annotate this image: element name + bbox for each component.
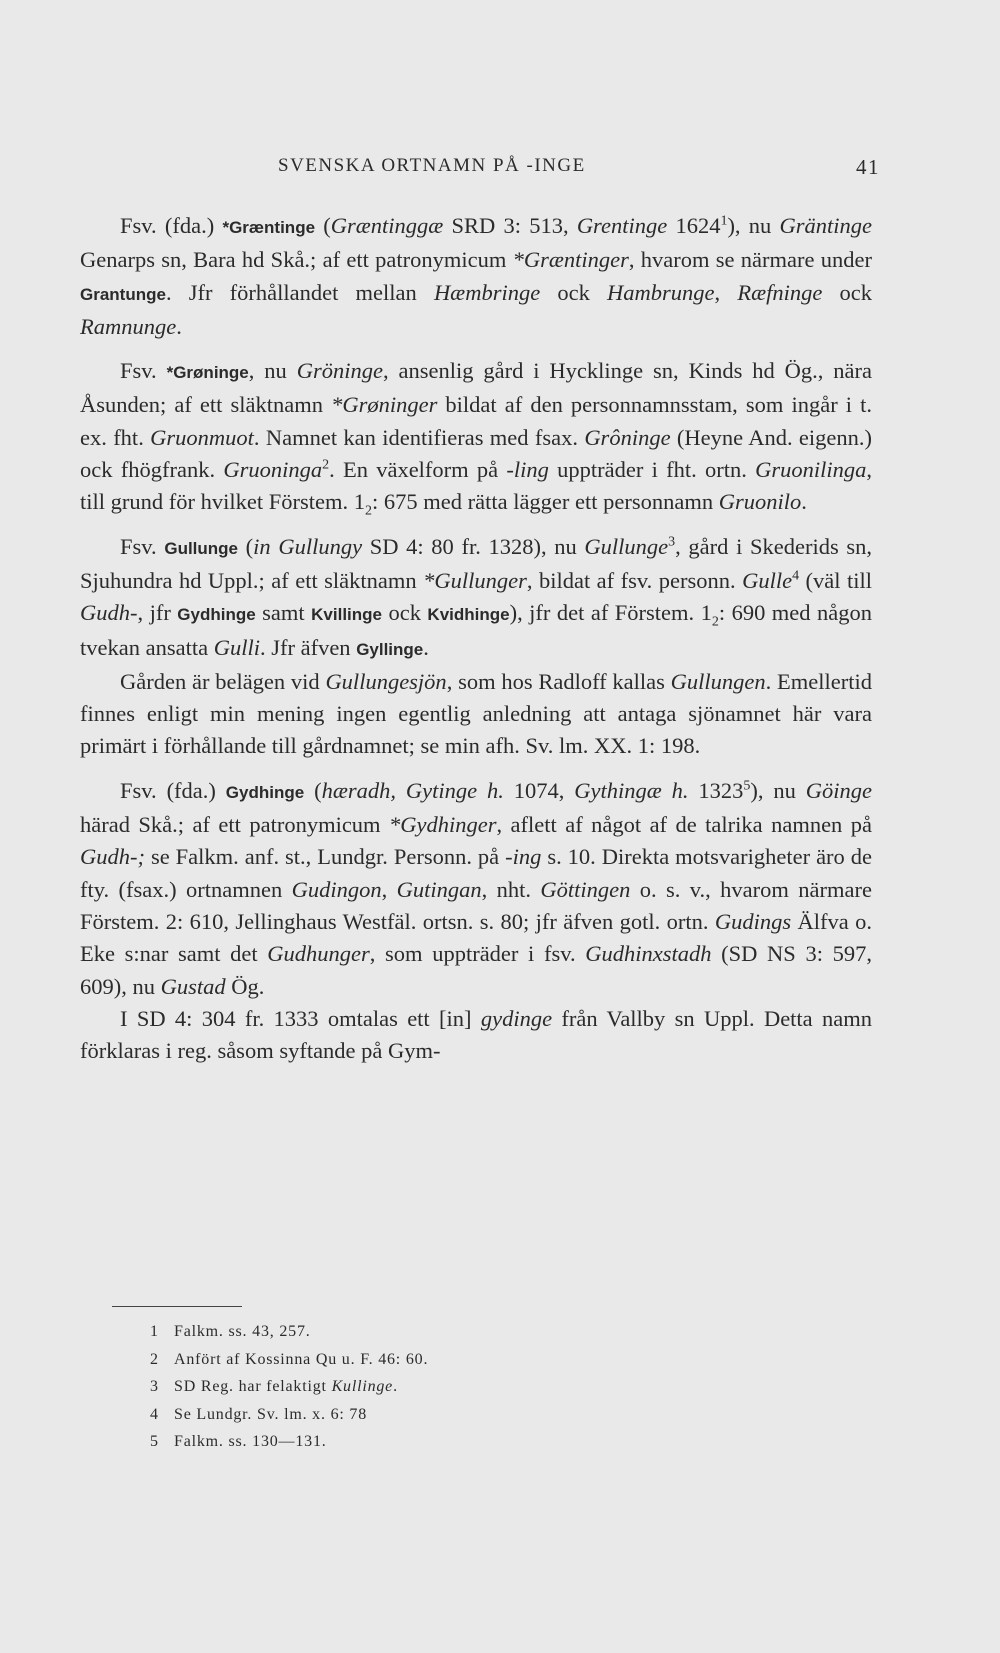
- text-run: uppträder i fht. ortn.: [548, 457, 756, 483]
- text-run: (väl till: [799, 567, 872, 593]
- footnote-text: Falkm. ss. 43, 257.: [174, 1323, 311, 1340]
- italic-text: Grentinge: [576, 213, 668, 238]
- footnote-number: 3: [150, 1378, 159, 1395]
- footnote-ref: 3: [668, 534, 676, 550]
- paragraph-gullungesjon: [80, 666, 872, 763]
- footnote: [150, 1346, 750, 1374]
- text-run: , ansenlig gård i Hycklinge sn, Kinds hd Ög., nära Åsunden; af ett släktnamn: [80, 358, 872, 418]
- text-run: : 675 med rätta lägger ett personnamn: [371, 489, 719, 515]
- entry-name: *Græntinge: [222, 218, 316, 237]
- page-number: 41: [856, 155, 880, 179]
- text-run: s. 10. Direkta motsvarigheter äro de fty. (fsax.) ortnamnen: [80, 844, 872, 902]
- text-run: , som uppträder i fsv.: [369, 941, 586, 967]
- footnote: [150, 1401, 750, 1429]
- text-run: ock: [382, 600, 428, 626]
- text-run: 1074,: [503, 777, 575, 803]
- text-run: .: [801, 489, 807, 515]
- footnote-text: Falkm. ss. 130—131.: [174, 1433, 327, 1450]
- text-run: . Jfr förhållandet mellan: [165, 279, 434, 305]
- text-run: Fsv. (fda.): [120, 777, 226, 803]
- italic-text: Grôninge: [584, 424, 671, 450]
- text-run: SD 4: 80 fr. 1328), nu: [362, 533, 585, 559]
- italic-text: Gruonilinga: [755, 457, 867, 483]
- text-run: samt: [255, 600, 312, 626]
- italic-text: Göttingen: [540, 876, 631, 902]
- text-run: ), nu: [750, 777, 806, 803]
- italic-text: Gudh-;: [80, 844, 145, 870]
- italic-text: Gullunge: [584, 533, 669, 559]
- italic-text: Gruonmuot: [150, 424, 254, 450]
- entry-graentinge: [80, 210, 872, 343]
- text-run: , jfr: [137, 600, 178, 626]
- footnote-text: SD Reg. har felaktigt: [174, 1378, 332, 1395]
- italic-text: Gudingon: [291, 876, 382, 902]
- paragraph-gydinge: [80, 1003, 872, 1068]
- text-run: Ög.: [225, 973, 265, 999]
- footnote-text-end: .: [393, 1378, 398, 1395]
- text-run: ,: [714, 279, 738, 305]
- footnote-ref: 2: [711, 614, 719, 630]
- text-run: ock: [822, 279, 872, 305]
- footnote-number: 1: [150, 1323, 159, 1340]
- italic-text: Gudhunger: [267, 941, 370, 967]
- running-title: SVENSKA ORTNAMN PÅ -INGE: [278, 155, 586, 176]
- text-run: ), nu: [727, 213, 780, 238]
- italic-text: Græntinggæ: [330, 213, 444, 238]
- entry-name: Grantunge: [80, 284, 166, 304]
- text-run: Älfva o. Eke s:nar samt det: [80, 908, 873, 967]
- text-run: I SD 4: 304 fr. 1333 omtalas ett [in]: [120, 1005, 481, 1031]
- text-run: ock: [540, 279, 608, 305]
- entry-name: Kvillinge: [311, 605, 382, 625]
- footnote-ref: 4: [792, 568, 800, 584]
- footnote-ref: 1: [720, 213, 728, 229]
- italic-text: *Gullunger: [423, 567, 527, 593]
- text-run: ,: [381, 876, 397, 902]
- italic-text: Gudh-: [80, 600, 138, 626]
- italic-text: Gutingan: [396, 876, 482, 902]
- running-header: [240, 155, 880, 185]
- italic-text: Gudhinxstadh: [585, 941, 712, 967]
- text-run: , nht.: [481, 876, 541, 902]
- text-run: , bildat af fsv. personn.: [526, 567, 743, 593]
- text-run: o. s. v., hvarom närmare Förstem. 2: 610, Jellinghaus Westfäl. ortsn. s. 80; jfr äfven gotl. ortn.: [80, 876, 872, 934]
- text-run: Fsv. (fda.): [120, 213, 223, 238]
- text-run: . Namnet kan identifieras med fsax.: [253, 424, 585, 450]
- text-run: . En växelform på: [329, 457, 507, 483]
- text-run: Fsv.: [120, 533, 165, 559]
- text-run: se Falkm. anf. st., Lundgr. Personn. på: [144, 844, 506, 870]
- text-run: (: [238, 533, 254, 559]
- footnote-ref: 5: [743, 778, 751, 794]
- italic-text: Gullungen: [670, 668, 766, 694]
- italic-text: Ramnunge: [80, 313, 177, 339]
- italic-text: Gulli: [213, 634, 260, 660]
- main-text: [80, 210, 872, 1067]
- text-run: Gården är belägen vid: [120, 668, 326, 694]
- text-run: , gård i Skederids sn, Sjuhundra hd Uppl.; af ett släktnamn: [80, 533, 872, 593]
- text-run: från Vallby sn Uppl. Detta namn förklaras i reg. såsom syftande på Gym-: [80, 1005, 872, 1064]
- italic-text: -ling: [506, 457, 549, 483]
- text-run: 1323: [688, 777, 744, 803]
- footnotes: [150, 1318, 750, 1456]
- italic-text: Gulle: [742, 567, 793, 593]
- footnote-number: 4: [150, 1405, 159, 1423]
- text-run: , hvarom se närmare under: [628, 247, 873, 273]
- footnote: [150, 1428, 750, 1456]
- text-run: , som hos Radloff kallas: [446, 668, 671, 694]
- footnote-text: Se Lundgr. Sv. lm. x. 6: 78: [174, 1405, 368, 1423]
- italic-text: Gröninge: [296, 358, 383, 384]
- text-run: härad Skå.; af ett patronymicum: [80, 812, 389, 838]
- italic-text: hæradh, Gytinge h.: [321, 777, 504, 803]
- text-run: Genarps sn, Bara hd Skå.; af ett patronymicum: [80, 247, 513, 273]
- italic-text: Gythingæ h.: [574, 777, 689, 803]
- footnote: [150, 1373, 750, 1401]
- entry-gullunge: [80, 531, 872, 666]
- text-run: 1624: [667, 213, 721, 238]
- entry-groninge: [80, 355, 872, 518]
- footnote-ref: 2: [364, 503, 372, 519]
- text-run: . Emellertid finnes enligt min mening ingen egentlig anledning att antaga sjönamnet här vara primärt i förhållande till gårdnamnet; se min afh. Sv. lm. XX. 1: 198.: [80, 668, 873, 759]
- text-run: , nu: [248, 358, 297, 384]
- italic-text: Göinge: [805, 777, 873, 803]
- text-run: , till grund för hvilket Förstem. 1: [80, 457, 872, 515]
- footnote-number: 2: [150, 1350, 159, 1368]
- text-run: (SD NS 3: 597, 609), nu: [80, 941, 872, 999]
- italic-text: *Grøninger: [331, 392, 438, 418]
- text-run: : 690 med någon tvekan ansatta: [80, 600, 872, 660]
- entry-name: *Grøninge: [166, 363, 249, 383]
- italic-text: in Gullungy: [253, 533, 363, 559]
- entry-name: Gydhinge: [225, 782, 305, 802]
- italic-text: Gruonilo: [718, 489, 802, 515]
- italic-text: Gustad: [160, 973, 226, 999]
- entry-name: Gullunge: [164, 538, 239, 558]
- text-run: (: [304, 777, 322, 803]
- text-run: Fsv.: [120, 358, 167, 384]
- text-run: ), jfr det af Förstem. 1: [509, 600, 712, 626]
- italic-text: gydinge: [480, 1005, 553, 1031]
- text-run: SRD 3: 513,: [443, 213, 577, 238]
- text-run: .: [176, 313, 182, 339]
- entry-gydhinge: [80, 775, 872, 1003]
- italic-text: Gruoninga: [223, 457, 323, 483]
- italic-text: *Gydhinger: [389, 812, 497, 838]
- italic-text: -ing: [505, 844, 542, 870]
- footnote: [150, 1318, 750, 1346]
- text-run: , aflett af något af de talrika namnen på: [496, 812, 872, 838]
- footnote-ref: 2: [322, 457, 330, 473]
- italic-text: Gudings: [714, 908, 792, 934]
- italic-text: Hambrunge: [607, 279, 715, 305]
- footnote-italic-text: Kullinge: [331, 1378, 394, 1395]
- italic-text: *Græntinger: [512, 247, 629, 273]
- italic-text: Gullungesjön: [325, 668, 447, 694]
- italic-text: Ræfninge: [737, 279, 823, 305]
- italic-text: Hæmbringe: [433, 279, 541, 305]
- entry-name: Gydhinge: [177, 605, 256, 625]
- text-run: (Heyne And. eigenn.) ock fhögfrank.: [80, 424, 872, 483]
- text-run: . Jfr äfven: [259, 634, 357, 660]
- footnote-number: 5: [150, 1433, 159, 1450]
- text-run: .: [423, 634, 429, 660]
- footnote-divider: [112, 1306, 242, 1307]
- text-run: (: [315, 213, 331, 238]
- footnote-text: Anfört af Kossinna Qu u. F. 46: 60.: [174, 1350, 429, 1368]
- italic-text: Gräntinge: [779, 213, 872, 238]
- text-run: bildat af den personnamnsstam, som ingår i t. ex. fht.: [80, 392, 872, 450]
- entry-name: Gyllinge: [356, 639, 424, 659]
- entry-name: Kvidhinge: [427, 605, 510, 625]
